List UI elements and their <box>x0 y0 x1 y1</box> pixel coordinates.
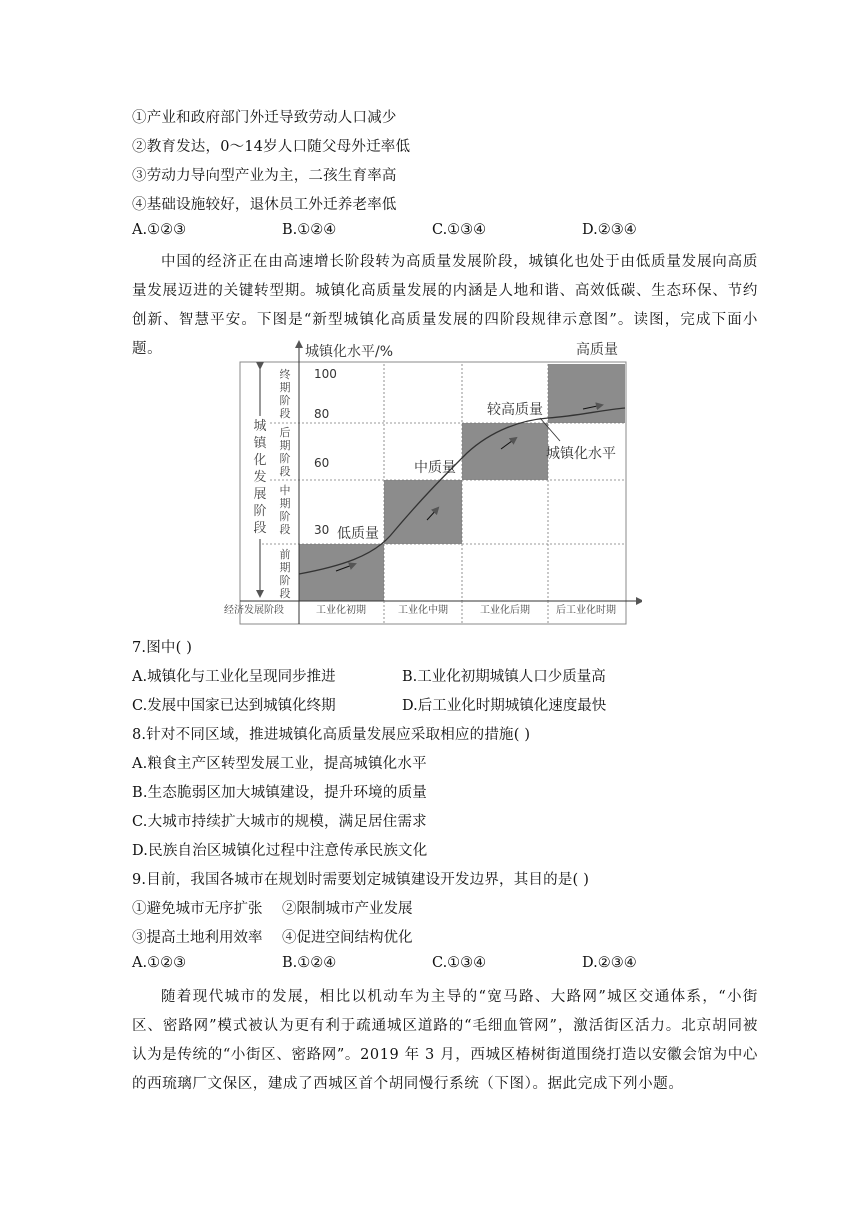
prev-item-1: ①产业和政府部门外迁导致劳动人口减少 <box>132 110 397 126</box>
prev-item-3: ③劳动力导向型产业为主，二孩生育率高 <box>132 168 397 184</box>
q9-options <box>132 955 752 971</box>
stage-axis-title: 城镇化发展阶段 <box>253 419 267 536</box>
urbanization-chart <box>222 338 642 630</box>
q7-options-row1 <box>132 665 752 686</box>
xcat-2: 工业化中期 <box>398 605 448 616</box>
q8-option-d: D.民族自治区城镇化过程中注意传承民族文化 <box>132 843 428 859</box>
y-stage-title <box>252 416 268 539</box>
stage-label-1: 终期阶段 <box>279 368 291 420</box>
label-higher-quality: 较高质量 <box>487 402 543 418</box>
ytick-100: 100 <box>314 367 337 381</box>
closing-paragraph: 随着现代城市的发展，相比以机动车为主导的“宽马路、大路网”城区交通体系，“小街区、密路网”模式被认为更有利于疏通城区道路的“毛细血管网”，激活街区活力。北京胡同被认为是传统的“小街区、密路网”。2019 年 3 月，西城区椿树街道围绕打造以安徽会馆为中心的西琉璃厂文保区，建成了西城区首个胡同慢行系统（下图）。据此完成下列小题。 <box>132 989 758 1092</box>
ytick-30: 30 <box>314 523 330 537</box>
xcat-4: 后工业化时期 <box>556 605 616 616</box>
x-axis-label: 经济发展阶段 <box>224 605 284 616</box>
prev-item-2: ②教育发达，0～14岁人口随父母外迁率低 <box>132 139 411 155</box>
option-b: B.①②④ <box>282 222 337 238</box>
stage-label-3: 中期阶段 <box>279 484 291 536</box>
q8-option-b: B.生态脆弱区加大城镇建设，提升环境的质量 <box>132 785 427 801</box>
q9-option-c: C.①③④ <box>432 955 487 971</box>
q7-options-row2 <box>132 694 752 715</box>
option-d: D.②③④ <box>582 222 637 238</box>
q9-option-a: A.①②③ <box>132 955 187 971</box>
xcat-3: 工业化后期 <box>480 605 530 616</box>
option-a: A.①②③ <box>132 222 187 238</box>
y-axis-label: 城镇化水平/% <box>305 344 394 360</box>
stage-label-4: 前期阶段 <box>279 548 291 600</box>
prev-item-4: ④基础设施较好，退休员工外迁养老率低 <box>132 197 397 213</box>
ytick-60: 60 <box>314 456 330 470</box>
box-higher-quality <box>462 423 548 480</box>
prev-options <box>132 222 752 238</box>
label-medium-quality: 中质量 <box>414 460 456 476</box>
q9-item-2: ②限制城市产业发展 <box>282 901 413 917</box>
q7-option-c: C.发展中国家已达到城镇化终期 <box>132 698 336 714</box>
label-low-quality: 低质量 <box>337 526 379 542</box>
q7-option-a: A.城镇化与工业化呈现同步推进 <box>132 669 336 685</box>
q7-option-d: D.后工业化时期城镇化速度最快 <box>402 698 607 714</box>
q7-stem: 7.图中( ) <box>132 640 193 656</box>
box-medium-quality <box>384 480 462 544</box>
q9-option-b: B.①②④ <box>282 955 337 971</box>
curve-label: 城镇化水平 <box>546 446 616 462</box>
q8-option-c: C.大城市持续扩大城市的规模，满足居住需求 <box>132 814 427 830</box>
q9-item-4: ④促进空间结构优化 <box>282 930 413 946</box>
stage-label-2: 后期阶段 <box>279 426 291 478</box>
label-high-quality: 高质量 <box>576 342 618 358</box>
ytick-80: 80 <box>314 407 330 421</box>
box-high-quality <box>548 364 625 423</box>
intro-paragraph: 中国的经济正在由高速增长阶段转为高质量发展阶段，城镇化也处于由低质量发展向高质量发展迈进的关键转型期。城镇化高质量发展的内涵是人地和谐、高效低碳、生态环保、节约创新、智慧平安。下图是“新型城镇化高质量发展的四阶段规律示意图”。读图，完成下面小题。 <box>132 254 758 357</box>
q9-items-row1 <box>132 897 752 918</box>
q9-items-row2 <box>132 926 752 947</box>
q8-stem: 8.针对不同区域，推进城镇化高质量发展应采取相应的措施( ) <box>132 727 531 743</box>
q9-item-1: ①避免城市无序扩张 <box>132 901 263 917</box>
q9-item-3: ③提高土地利用效率 <box>132 930 263 946</box>
option-c: C.①③④ <box>432 222 487 238</box>
q8-option-a: A.粮食主产区转型发展工业，提高城镇化水平 <box>132 756 427 772</box>
xcat-1: 工业化初期 <box>316 605 366 616</box>
q9-option-d: D.②③④ <box>582 955 637 971</box>
box-low-quality <box>299 544 384 601</box>
stage-labels <box>280 368 291 600</box>
q9-stem: 9.目前，我国各城市在规划时需要划定城镇建设开发边界，其目的是( ) <box>132 872 590 888</box>
q7-option-b: B.工业化初期城镇人口少质量高 <box>402 669 606 685</box>
